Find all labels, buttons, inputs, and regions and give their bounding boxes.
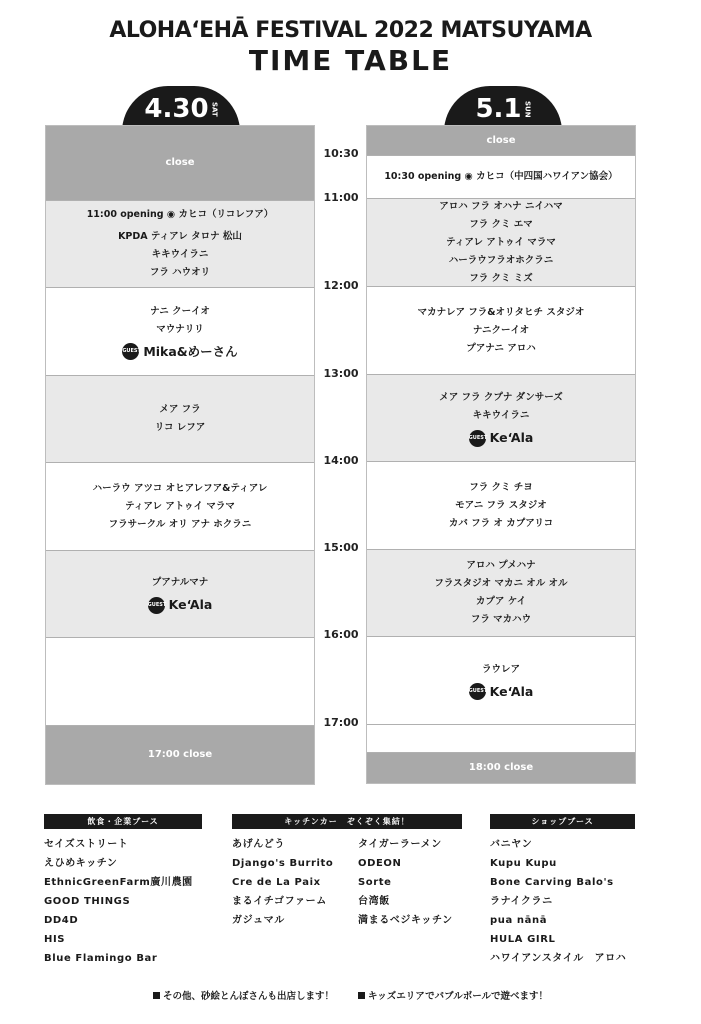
booth-item: DD4D — [44, 915, 79, 926]
performer: ティアレ アトゥイ マラマ — [446, 236, 556, 248]
booth-section-food — [44, 814, 202, 968]
performer: メア フラ クプナ ダンサーズ — [439, 392, 563, 403]
performer: プアナルマナ — [151, 577, 209, 588]
performer: マカナレア フラ&オリタヒチ スタジオ — [417, 306, 585, 318]
time-axis — [316, 125, 366, 783]
booth-item: HULA GIRL — [490, 934, 556, 945]
schedule-block — [367, 199, 635, 287]
booth-item: Cre de La Paix — [232, 877, 321, 888]
schedule-block — [46, 201, 314, 288]
time-label: 16:00 — [323, 628, 359, 641]
performer: カバ フラ オ カプアリコ — [448, 517, 554, 529]
booth-item: GOOD THINGS — [44, 896, 131, 907]
booth-list — [44, 835, 202, 968]
performer: マウナリリ — [156, 323, 204, 335]
schedule-column-may1 — [366, 125, 636, 784]
booth-list — [358, 835, 453, 930]
guest-name: Ke‘Ala — [168, 597, 213, 612]
time-label: 10:30 — [323, 147, 359, 160]
guest-name: Ke‘Ala — [489, 683, 534, 699]
day-of-week: SAT — [210, 101, 219, 117]
bullet-square-icon — [153, 992, 160, 999]
performer: プアナニ アロハ — [466, 342, 536, 354]
performer: メア フラ — [159, 404, 201, 415]
performer: アロハ フラ オハナ ニイハマ — [439, 200, 563, 212]
booth-item: バニヤン — [490, 839, 533, 850]
booth-item: Kupu Kupu — [490, 858, 557, 869]
footer-note-text: キッズエリアでバブルボールで遊べます！ — [367, 991, 549, 1002]
schedule-block-empty — [367, 725, 635, 753]
guest-badge-icon: GUEST — [122, 343, 139, 360]
performer: ハーラウ アツコ オヒアレフア&ティアレ — [92, 482, 268, 494]
schedule-block — [46, 376, 314, 463]
performer: ナニ クーイオ — [150, 305, 210, 317]
booth-header: 飲食・企業ブース — [44, 814, 202, 829]
schedule-block-opening — [367, 156, 635, 199]
booth-item: タイガーラーメン — [358, 839, 442, 850]
guest-name: Mika&めーさん — [143, 343, 238, 359]
performer: ティアレ アトゥイ マラマ — [125, 500, 235, 512]
performer: フラサークル オリ アナ ホクラニ — [108, 518, 252, 530]
performer: フラ クミ チヨ — [469, 481, 533, 493]
day-date: 5.1 — [475, 94, 522, 124]
booth-item: EthnicGreenFarm廣川農園 — [44, 877, 193, 888]
booth-item: あげんどう — [232, 839, 285, 850]
guest-performer — [469, 429, 534, 447]
block-label: 18:00 close — [468, 762, 534, 773]
schedule-block-close — [367, 753, 635, 783]
schedule-block — [367, 462, 635, 550]
booth-item: 満まるベジキッチン — [358, 915, 453, 926]
performer: フラスタジオ マカニ オル オル — [434, 578, 568, 589]
time-label: 12:00 — [323, 279, 359, 292]
guest-performer — [122, 343, 237, 361]
performer: アロハ プメハナ — [466, 560, 536, 571]
opening-line: 11:00 opening ◉ カヒコ（リコレフア） — [86, 209, 274, 220]
performer: キキウイラニ — [472, 410, 530, 421]
booth-header: ショップブース — [490, 814, 635, 829]
performer: リコ レフア — [154, 422, 206, 433]
performer: KPDA ティアレ タロナ 松山 — [118, 231, 242, 242]
time-label: 11:00 — [323, 191, 359, 204]
schedule-block-close — [46, 126, 314, 201]
time-label: 14:00 — [323, 454, 359, 467]
booth-item: Django's Burrito — [232, 858, 334, 869]
performer: フラ ハウオリ — [149, 267, 211, 278]
booth-item: HIS — [44, 934, 66, 945]
guest-badge-icon: GUEST — [148, 597, 165, 614]
opening-line: 10:30 opening ◉ カヒコ（中四国ハワイアン協会） — [384, 171, 618, 182]
booth-item: ガジュマル — [232, 915, 285, 926]
booth-header: キッチンカー ぞくぞく集結！ — [232, 814, 462, 829]
performer: ラウレア — [481, 663, 520, 675]
booth-item: えひめキッチン — [44, 858, 118, 869]
block-label: close — [165, 157, 195, 168]
booth-item: 台湾飯 — [358, 896, 390, 907]
time-label: 13:00 — [323, 367, 359, 380]
schedule-block — [46, 288, 314, 376]
schedule-column-apr30 — [45, 125, 315, 785]
booth-item: ハワイアンスタイル アロハ — [490, 953, 627, 964]
schedule-block — [367, 550, 635, 637]
block-label: close — [486, 134, 516, 146]
schedule-block — [367, 637, 635, 725]
guest-performer — [148, 596, 213, 614]
booth-item: ODEON — [358, 858, 402, 869]
schedule-block-empty — [46, 638, 314, 726]
performer: フラ クミ ミズ — [469, 272, 533, 284]
guest-performer — [469, 683, 534, 701]
performer: キキウイラニ — [151, 249, 209, 260]
footer-notes — [0, 988, 701, 1002]
timetable-title: TIME TABLE — [248, 44, 453, 77]
schedule-block-close — [46, 726, 314, 784]
booth-section-shop — [490, 814, 635, 968]
guest-badge-icon: GUEST — [469, 683, 486, 700]
schedule-block-close — [367, 126, 635, 156]
booth-list — [490, 835, 635, 968]
footer-note-text: その他、砂絵とんぼさんも出店します！ — [162, 991, 334, 1002]
booth-item: pua nānā — [490, 915, 548, 926]
schedule-block — [367, 375, 635, 462]
performer: ハーラウフラオホクラニ — [448, 254, 554, 266]
performer: ナニクーイオ — [472, 324, 530, 336]
booth-item: ラナイクラニ — [490, 896, 553, 907]
performer: フラ マカハウ — [470, 614, 532, 625]
booth-item: セイズストリート — [44, 839, 129, 850]
booth-item: Bone Carving Balo's — [490, 877, 614, 888]
footer-note — [153, 988, 334, 1002]
time-label: 15:00 — [323, 541, 359, 554]
bullet-square-icon — [358, 992, 365, 999]
booth-item: Blue Flamingo Bar — [44, 953, 158, 964]
footer-note — [358, 988, 548, 1002]
performer: フラ クミ エマ — [469, 218, 533, 230]
guest-name: Ke‘Ala — [489, 430, 534, 445]
time-label: 17:00 — [323, 716, 359, 729]
booth-item: まるイチゴファーム — [232, 896, 327, 907]
booth-section-kitchen — [232, 814, 462, 930]
day-of-week: SUN — [523, 100, 532, 118]
schedule-block — [367, 287, 635, 375]
block-label: 17:00 close — [147, 749, 213, 760]
booth-list — [232, 835, 344, 930]
schedule-block — [46, 551, 314, 638]
performer: モアニ フラ スタジオ — [455, 499, 547, 511]
booth-item: Sorte — [358, 877, 392, 888]
performer: カプア ケイ — [475, 596, 527, 607]
festival-title: ALOHA‘EHĀ FESTIVAL 2022 MATSUYAMA — [109, 18, 592, 43]
guest-badge-icon: GUEST — [469, 430, 486, 447]
day-date: 4.30 — [144, 94, 209, 124]
schedule-block — [46, 463, 314, 551]
